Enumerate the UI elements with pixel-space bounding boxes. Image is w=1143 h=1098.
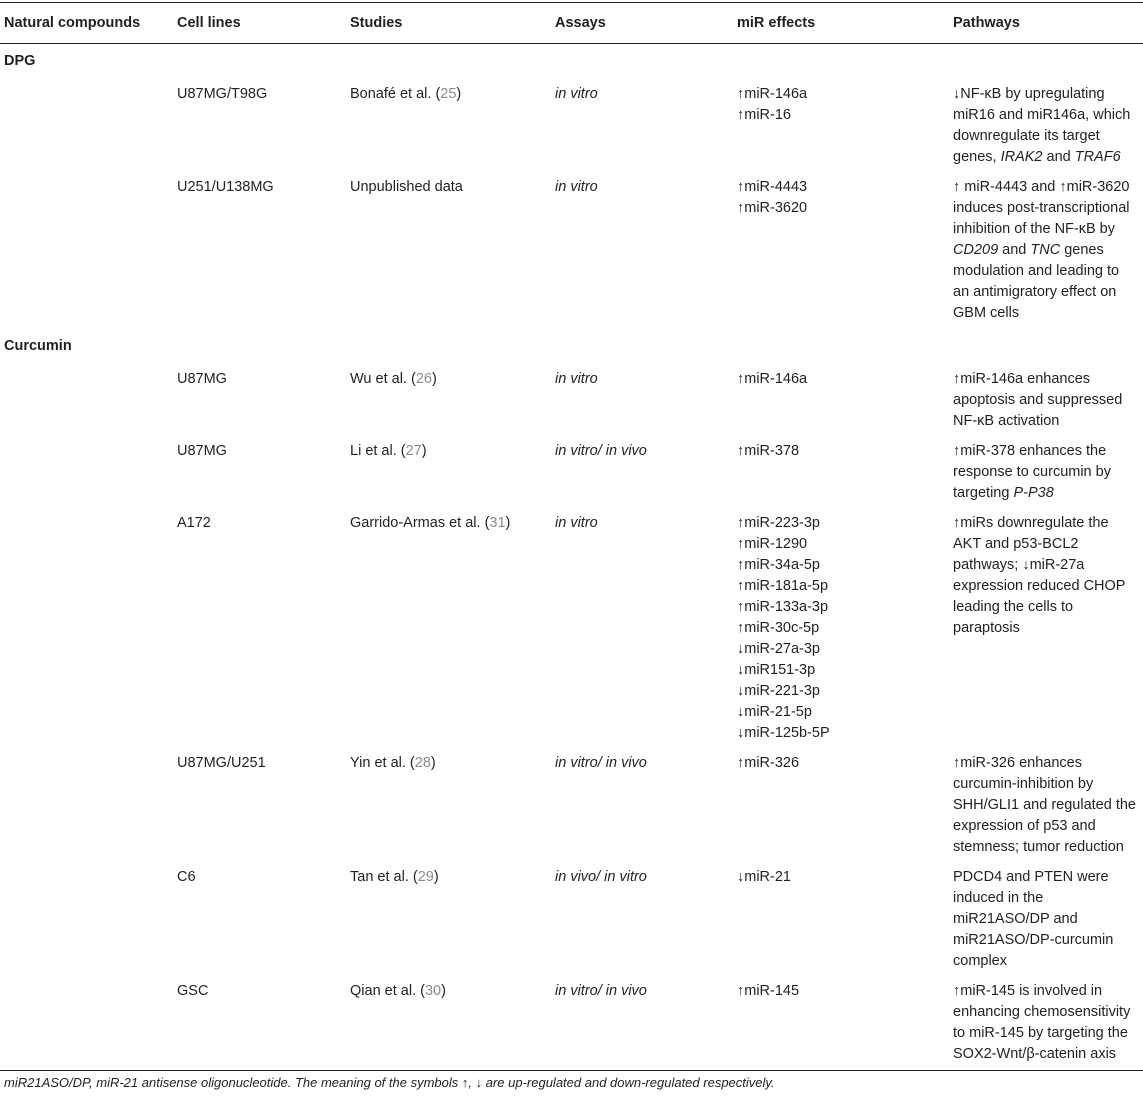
study-authors: Unpublished data — [350, 179, 463, 195]
cell-line: U87MG/T98G — [177, 86, 268, 102]
assay-cell: in vitro — [555, 371, 598, 387]
pathway-text: and — [1042, 149, 1075, 165]
empty-cell — [346, 44, 551, 81]
mir-effect: ↓miR-125b-5P — [737, 725, 830, 741]
empty-cell — [949, 44, 1143, 81]
empty-cell — [0, 509, 173, 749]
study-authors: Garrido-Armas et al. — [350, 515, 481, 531]
compound-name: DPG — [4, 53, 36, 69]
mir-effect: ↑miR-146a — [737, 371, 808, 387]
gene-name: TRAF6 — [1074, 149, 1121, 165]
mir-effect: ↑miR-145 — [737, 983, 800, 999]
pathway-text: PDCD4 and PTEN were induced in the miR21ASO/DP and miR21ASO/DP-curcumin complex — [953, 869, 1114, 969]
study-cell: Garrido-Armas et al. (31) — [350, 515, 511, 531]
empty-cell — [551, 329, 733, 365]
table-row — [0, 863, 1143, 977]
header-pathways: Pathways — [953, 15, 1020, 31]
mir-effects-cell — [733, 173, 949, 329]
pathway-cell — [949, 749, 1143, 863]
assay-cell: in vitro/ in vivo — [555, 443, 647, 459]
empty-cell — [346, 329, 551, 365]
mir-effects-cell — [733, 977, 949, 1071]
reference-link: 25 — [440, 86, 457, 102]
reference-link: 30 — [424, 983, 442, 999]
cell-line: C6 — [177, 869, 196, 885]
cell-line: GSC — [177, 983, 209, 999]
empty-cell — [551, 44, 733, 81]
mir-effects-cell — [733, 365, 949, 437]
gene-name: P-P38 — [1013, 485, 1054, 501]
table-row — [0, 80, 1143, 173]
mir-effect: ↑miR-133a-3p — [737, 599, 829, 615]
pathway-cell — [949, 977, 1143, 1071]
assay-cell: in vitro/ in vivo — [555, 983, 647, 999]
study-authors: Wu et al. — [350, 371, 407, 387]
gene-name: TNC — [1030, 242, 1061, 258]
empty-cell — [0, 173, 173, 329]
study-cell: Bonafé et al. (25) — [350, 86, 462, 102]
header-cell-lines: Cell lines — [177, 15, 241, 31]
mir-effect: ↓miR151-3p — [737, 662, 816, 678]
group-row — [0, 329, 1143, 365]
header-row — [0, 3, 1143, 44]
mir-effect: ↓miR-27a-3p — [737, 641, 820, 657]
table-row — [0, 977, 1143, 1071]
reference-link: 27 — [405, 443, 422, 459]
empty-cell — [0, 977, 173, 1071]
pathway-cell — [949, 173, 1143, 329]
reference-link: 28 — [414, 755, 431, 771]
mir-effect: ↑miR-4443 — [737, 179, 808, 195]
header-natural-compounds: Natural compounds — [4, 15, 141, 31]
study-cell: Tan et al. (29) — [350, 869, 439, 885]
table-row — [0, 437, 1143, 509]
study-authors: Tan et al. — [350, 869, 409, 885]
pathway-cell — [949, 509, 1143, 749]
mir-effect: ↑miR-181a-5p — [737, 578, 829, 594]
study-authors: Li et al. — [350, 443, 397, 459]
mir-effect: ↑miR-16 — [737, 107, 791, 123]
mir-effects-cell — [733, 80, 949, 173]
study-authors: Yin et al. — [350, 755, 406, 771]
pathway-cell — [949, 437, 1143, 509]
pathway-text: ↑miR-378 enhances the response to curcumin by targeting — [953, 443, 1111, 501]
gene-name: CD209 — [953, 242, 999, 258]
empty-cell — [733, 44, 949, 81]
table-footnote: miR21ASO/DP, miR-21 antisense oligonucleotide. The meaning of the symbols ↑, ↓ are up-regulated and down-regulated respectively. — [4, 1075, 775, 1090]
mir-effect: ↑miR-146a — [737, 86, 808, 102]
assay-cell: in vitro — [555, 515, 598, 531]
mir-effect: ↓miR-221-3p — [737, 683, 820, 699]
mir-effect: ↑miR-326 — [737, 755, 800, 771]
study-cell: Li et al. (27) — [350, 443, 427, 459]
empty-cell — [0, 437, 173, 509]
compounds-table — [0, 2, 1143, 1071]
pathway-text: ↑miR-145 is involved in enhancing chemosensitivity to miR-145 by targeting the SOX2-Wnt/β-catenin axis — [953, 983, 1131, 1062]
empty-cell — [0, 365, 173, 437]
reference-link: 26 — [415, 371, 432, 387]
pathway-text: and — [998, 242, 1031, 258]
mir-effect: ↓miR-21 — [737, 869, 791, 885]
empty-cell — [0, 863, 173, 977]
pathway-text: genes modulation and leading to an antimigratory effect on GBM cells — [953, 242, 1120, 321]
study-cell: Yin et al. (28) — [350, 755, 436, 771]
mir-effects-cell — [733, 863, 949, 977]
group-row — [0, 44, 1143, 81]
pathway-cell — [949, 365, 1143, 437]
table-row — [0, 749, 1143, 863]
cell-line: U251/U138MG — [177, 179, 274, 195]
pathway-cell — [949, 80, 1143, 173]
cell-line: A172 — [177, 515, 211, 531]
header-mir-effects: miR effects — [737, 15, 816, 31]
table-body — [0, 44, 1143, 1071]
reference-link: 29 — [417, 869, 434, 885]
study-authors: Bonafé et al. — [350, 86, 432, 102]
reference-link: 31 — [489, 515, 506, 531]
gene-name: IRAK2 — [1000, 149, 1043, 165]
study-cell: Wu et al. (26) — [350, 371, 437, 387]
compound-name: Curcumin — [4, 338, 72, 354]
empty-cell — [173, 44, 346, 81]
mir-effect: ↓miR-21-5p — [737, 704, 812, 720]
mir-effect: ↑miR-378 — [737, 443, 800, 459]
mir-effects-cell — [733, 509, 949, 749]
table-row — [0, 509, 1143, 749]
empty-cell — [0, 80, 173, 173]
mir-effects-cell — [733, 437, 949, 509]
study-cell: Qian et al. (30) — [350, 983, 446, 999]
pathway-cell — [949, 863, 1143, 977]
assay-cell: in vitro — [555, 86, 598, 102]
pathway-text: ↑miRs downregulate the AKT and p53-BCL2 pathways; ↓miR-27a expression reduced CHOP leading the cells to paraptosis — [953, 515, 1126, 636]
assay-cell: in vitro/ in vivo — [555, 755, 647, 771]
mir-effects-cell — [733, 749, 949, 863]
mir-effect: ↑miR-223-3p — [737, 515, 820, 531]
empty-cell — [173, 329, 346, 365]
table-row — [0, 365, 1143, 437]
mir-effect: ↑miR-3620 — [737, 200, 808, 216]
header-assays: Assays — [555, 15, 606, 31]
pathway-text: ↑ miR-4443 and ↑miR-3620 induces post-transcriptional inhibition of the NF-κB by — [953, 179, 1130, 237]
pathway-text: ↑miR-146a enhances apoptosis and suppressed NF-κB activation — [953, 371, 1123, 429]
mir-effect: ↑miR-1290 — [737, 536, 808, 552]
empty-cell — [0, 749, 173, 863]
table-row — [0, 173, 1143, 329]
study-authors: Qian et al. — [350, 983, 417, 999]
pathway-text: ↑miR-326 enhances curcumin-inhibition by SHH/GLI1 and regulated the expression of p53 and stemness; tumor reduction — [953, 755, 1136, 855]
assay-cell: in vitro — [555, 179, 598, 195]
assay-cell: in vivo/ in vitro — [555, 869, 647, 885]
cell-line: U87MG — [177, 371, 227, 387]
mir-effect: ↑miR-34a-5p — [737, 557, 820, 573]
cell-line: U87MG — [177, 443, 227, 459]
cell-line: U87MG/U251 — [177, 755, 266, 771]
header-studies: Studies — [350, 15, 403, 31]
pathway-text: ↓NF-κB by upregulating miR16 and miR146a, which downregulate its target genes, — [953, 86, 1131, 165]
mir-effect: ↑miR-30c-5p — [737, 620, 820, 636]
empty-cell — [949, 329, 1143, 365]
empty-cell — [733, 329, 949, 365]
study-cell — [346, 173, 551, 329]
